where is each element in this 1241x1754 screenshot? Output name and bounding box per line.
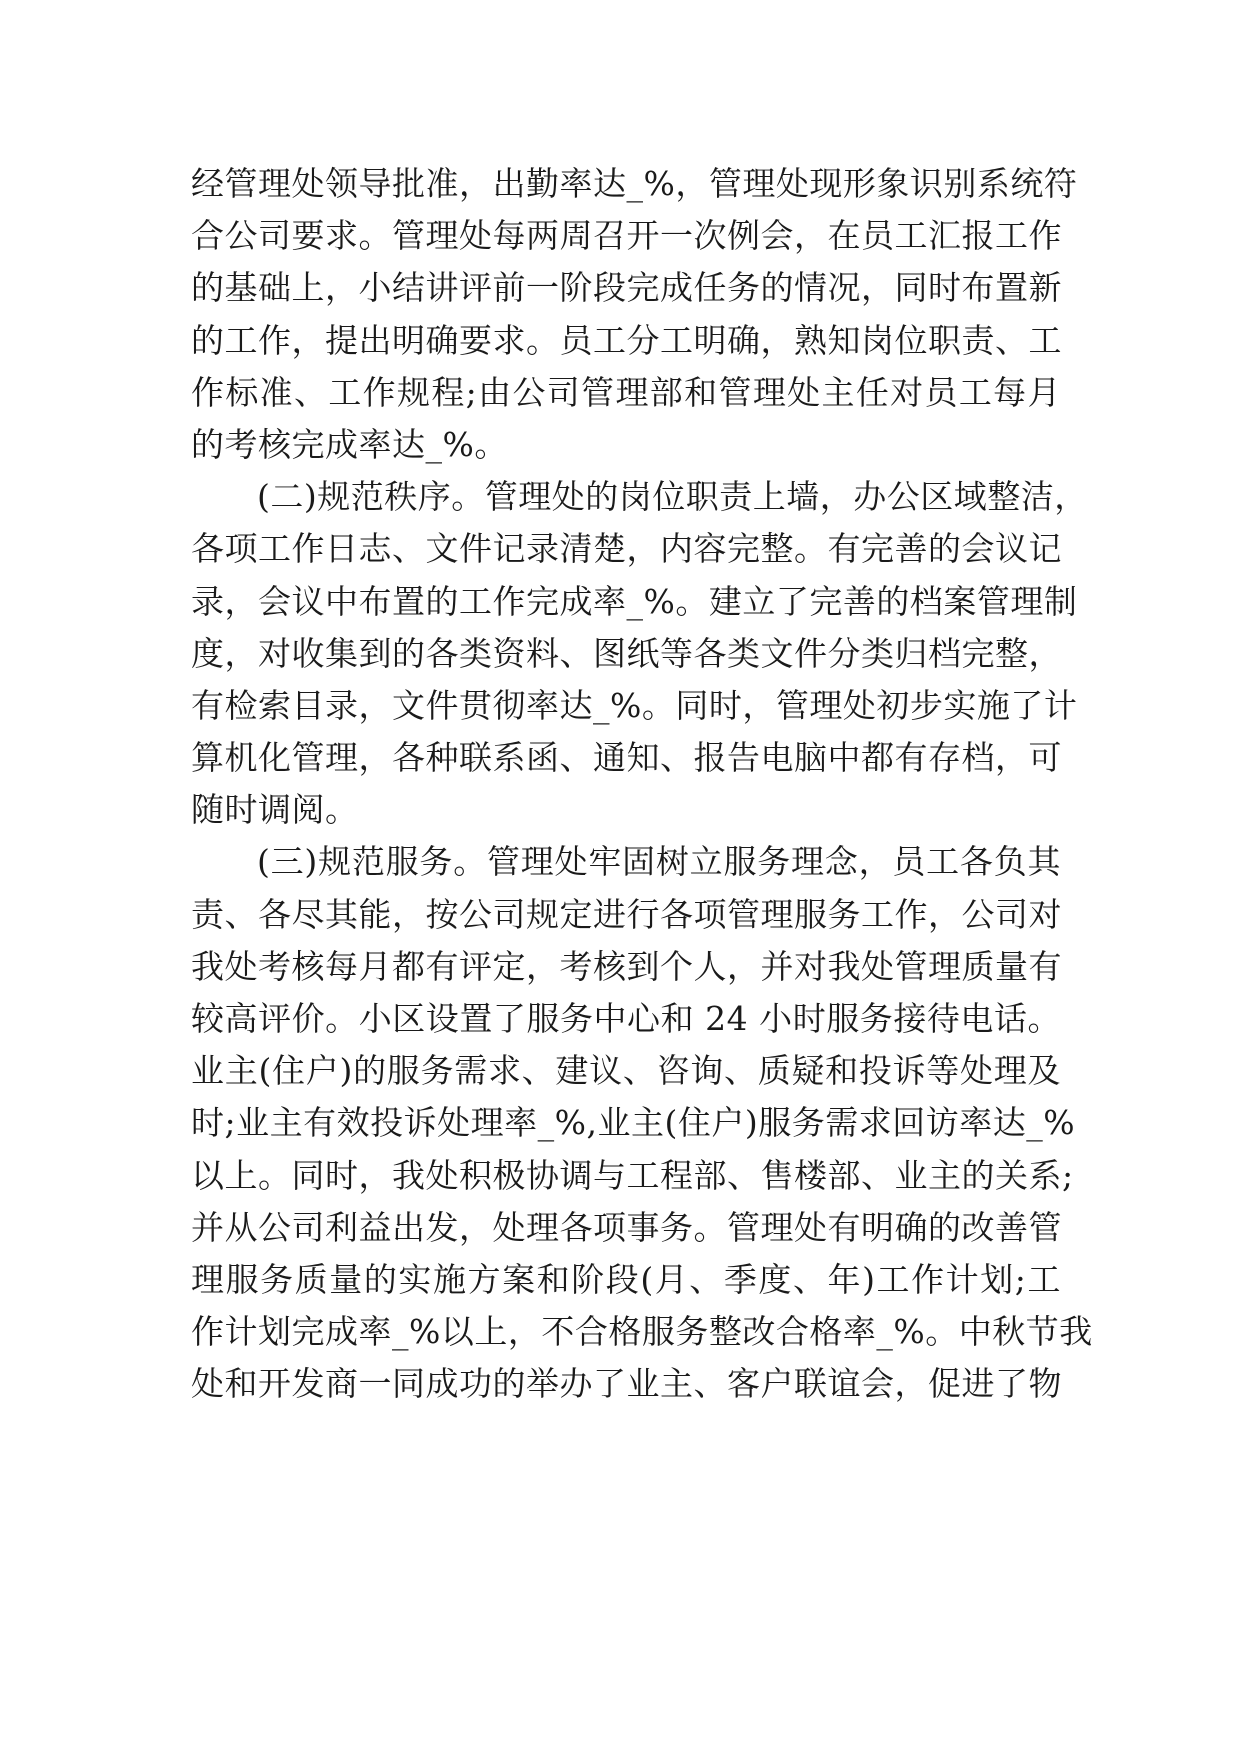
text-line: 业主(住户)的服务需求、建议、咨询、质疑和投诉等处理及 <box>191 1051 1061 1091</box>
text-line: 有检索目录，文件贯彻率达_%。同时，管理处初步实施了计 <box>191 685 1078 725</box>
text-line: 的基础上，小结讲评前一阶段完成任务的情况，同时布置新 <box>191 268 1062 308</box>
text-line: 作标准、工作规程;由公司管理部和管理处主任对员工每月 <box>191 372 1061 412</box>
text-line: 责、各尽其能，按公司规定进行各项管理服务工作，公司对 <box>191 894 1062 934</box>
text-line: 时;业主有效投诉处理率_%,业主(住户)服务需求回访率达_% <box>191 1103 1076 1143</box>
text-line: (三)规范服务。管理处牢固树立服务理念，员工各负其 <box>257 842 1061 882</box>
text-line: 的考核完成率达_%。 <box>191 424 508 464</box>
text-line: 算机化管理，各种联系函、通知、报告电脑中都有存档，可 <box>191 738 1062 778</box>
text-line: 经管理处领导批准，出勤率达_%，管理处现形象识别系统符 <box>191 164 1078 203</box>
text-line: 录，会议中布置的工作完成率_%。建立了完善的档案管理制 <box>191 581 1078 621</box>
text-line: 并从公司利益出发，处理各项事务。管理处有明确的改善管 <box>191 1207 1062 1247</box>
text-line: 理服务质量的实施方案和阶段(月、季度、年)工作计划;工 <box>191 1259 1061 1299</box>
text-line: (二)规范秩序。管理处的岗位职责上墙，办公区域整洁， <box>257 477 1088 517</box>
text-line: 以上。同时，我处积极协调与工程部、售楼部、业主的关系; <box>191 1155 1074 1195</box>
text-line: 的工作，提出明确要求。员工分工明确，熟知岗位职责、工 <box>191 320 1062 360</box>
text-line: 各项工作日志、文件记录清楚，内容完整。有完善的会议记 <box>191 529 1062 569</box>
text-line: 合公司要求。管理处每两周召开一次例会，在员工汇报工作 <box>191 216 1062 256</box>
text-line: 作计划完成率_%以上，不合格服务整改合格率_%。中秋节我 <box>191 1312 1093 1352</box>
text-line: 随时调阅。 <box>191 790 359 830</box>
text-line: 较高评价。小区设置了服务中心和 24 小时服务接待电话。 <box>191 999 1061 1038</box>
text-line: 处和开发商一同成功的举办了业主、客户联谊会，促进了物 <box>191 1364 1062 1404</box>
body-text <box>191 158 1093 1411</box>
text-line: 度，对收集到的各类资料、图纸等各类文件分类归档完整， <box>191 633 1062 673</box>
text-line: 我处考核每月都有评定，考核到个人，并对我处管理质量有 <box>191 946 1062 986</box>
